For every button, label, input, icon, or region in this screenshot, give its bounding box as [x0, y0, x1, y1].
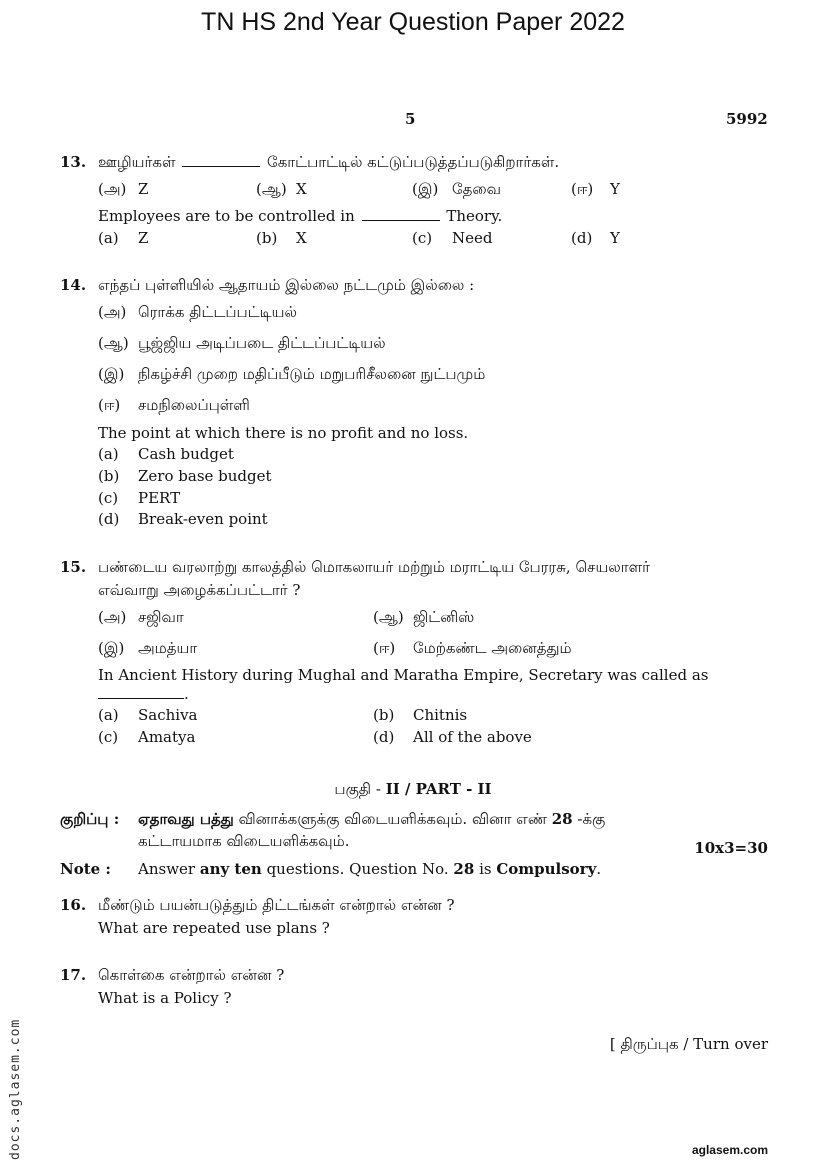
option-letter: (இ): [412, 180, 439, 198]
option-text: பூஜ்ஜிய அடிப்படை திட்டப்பட்டியல்: [138, 334, 386, 352]
option-letter: (b): [373, 706, 395, 724]
turn-over-note: [ திருப்புக / Turn over: [609, 1035, 768, 1053]
question-text-tamil: ஊழியர்கள் கோட்பாட்டில் கட்டுப்படுத்தப்படுகிறார்கள்.: [98, 153, 560, 171]
option-text: சமநிலைப்புள்ளி: [138, 396, 250, 414]
option-text: PERT: [138, 489, 181, 507]
option-letter: (ஈ): [571, 180, 594, 198]
part-heading-tamil: பகுதி -: [334, 780, 386, 798]
option-text: X: [296, 229, 307, 247]
part-heading: [0, 780, 826, 800]
blank-line: [98, 686, 184, 699]
option-letter: (அ): [98, 180, 127, 198]
part-heading-roman: II / PART - II: [385, 780, 492, 798]
question-number: 14.: [60, 276, 87, 294]
option-text: ஜிட்னிஸ்: [413, 608, 475, 626]
option-letter: (b): [98, 467, 120, 485]
option-text: Break-even point: [138, 510, 268, 528]
question-number: 17.: [60, 966, 87, 984]
question-text-tamil: மீண்டும் பயன்படுத்தும் திட்டங்கள் என்றால் என்ன ?: [98, 896, 455, 914]
option-text: சஜிவா: [138, 608, 184, 626]
question-number: 16.: [60, 896, 87, 914]
option-letter: (ஆ): [256, 180, 287, 198]
option-letter: (ஆ): [98, 334, 129, 352]
option-text: Zero base budget: [138, 467, 272, 485]
option-letter: (d): [98, 510, 120, 528]
question-text-tamil: கொள்கை என்றால் என்ன ?: [98, 966, 285, 984]
option-text: Y: [610, 180, 620, 198]
question-text-english: Employees are to be controlled in Theory.: [98, 207, 503, 225]
option-text: அமத்யா: [138, 639, 198, 657]
option-letter: (ஈ): [98, 396, 121, 414]
question-text-english: In Ancient History during Mughal and Maratha Empire, Secretary was called as: [98, 666, 709, 684]
question-number: 13.: [60, 153, 87, 171]
option-letter: (அ): [98, 608, 127, 626]
instruction-text: ஏதாவது பத்து வினாக்களுக்கு விடையளிக்கவும். வினா எண் 28 -க்கு: [138, 810, 606, 828]
question-text-english: What are repeated use plans ?: [98, 919, 330, 937]
instruction-text-cont: கட்டாயமாக விடையளிக்கவும்.: [138, 832, 350, 850]
question-text-english: What is a Policy ?: [98, 989, 232, 1007]
question-text-english-cont: .: [98, 684, 189, 704]
option-text: தேவை: [452, 180, 501, 198]
page-number: 5: [405, 110, 416, 128]
option-text: மேற்கண்ட அனைத்தும்: [413, 639, 572, 657]
question-text-tamil: எந்தப் புள்ளியில் ஆதாயம் இல்லை நட்டமும் இல்லை :: [98, 276, 475, 294]
option-letter: (a): [98, 445, 119, 463]
option-letter: (ஈ): [373, 639, 396, 657]
footer-site: aglasem.com: [691, 1143, 768, 1157]
marks-scheme: 10x3=30: [694, 839, 768, 857]
instruction-label: குறிப்பு :: [60, 810, 120, 828]
option-text: Chitnis: [413, 706, 468, 724]
question-text-tamil-cont: எவ்வாறு அழைக்கப்பட்டார் ?: [98, 581, 301, 599]
option-letter: (b): [256, 229, 278, 247]
note-label: Note :: [60, 860, 111, 878]
option-letter: (d): [373, 728, 395, 746]
paper-code: 5992: [726, 110, 768, 128]
option-text: Z: [138, 229, 149, 247]
blank-line: [362, 208, 440, 221]
option-letter: (இ): [98, 365, 125, 383]
page-banner: TN HS 2nd Year Question Paper 2022: [201, 8, 625, 36]
question-text-tamil: பண்டைய வரலாற்று காலத்தில் மொகலாயர் மற்றும் மராட்டிய பேரரசு, செயலாளர்: [98, 558, 650, 576]
option-letter: (ஆ): [373, 608, 404, 626]
note-text: Answer any ten questions. Question No. 28 is Compulsory.: [138, 860, 602, 878]
option-text: Z: [138, 180, 149, 198]
option-text: Y: [610, 229, 620, 247]
option-letter: (இ): [98, 639, 125, 657]
option-text: Cash budget: [138, 445, 234, 463]
option-text: Sachiva: [138, 706, 198, 724]
side-watermark: docs.aglasem.com: [8, 1018, 23, 1160]
option-letter: (c): [98, 728, 119, 746]
question-text-english: The point at which there is no profit and no loss.: [98, 424, 469, 442]
option-letter: (d): [571, 229, 593, 247]
option-text: Need: [452, 229, 493, 247]
option-letter: (a): [98, 706, 119, 724]
blank-line: [182, 154, 260, 167]
option-text: ரொக்க திட்டப்பட்டியல்: [138, 303, 297, 321]
option-letter: (அ): [98, 303, 127, 321]
option-letter: (a): [98, 229, 119, 247]
option-text: All of the above: [413, 728, 532, 746]
option-text: நிகழ்ச்சி முறை மதிப்பீடும் மறுபரிசீலனை நுட்பமும்: [138, 365, 486, 383]
option-text: Amatya: [138, 728, 196, 746]
question-number: 15.: [60, 558, 87, 576]
option-letter: (c): [412, 229, 433, 247]
option-letter: (c): [98, 489, 119, 507]
option-text: X: [296, 180, 307, 198]
